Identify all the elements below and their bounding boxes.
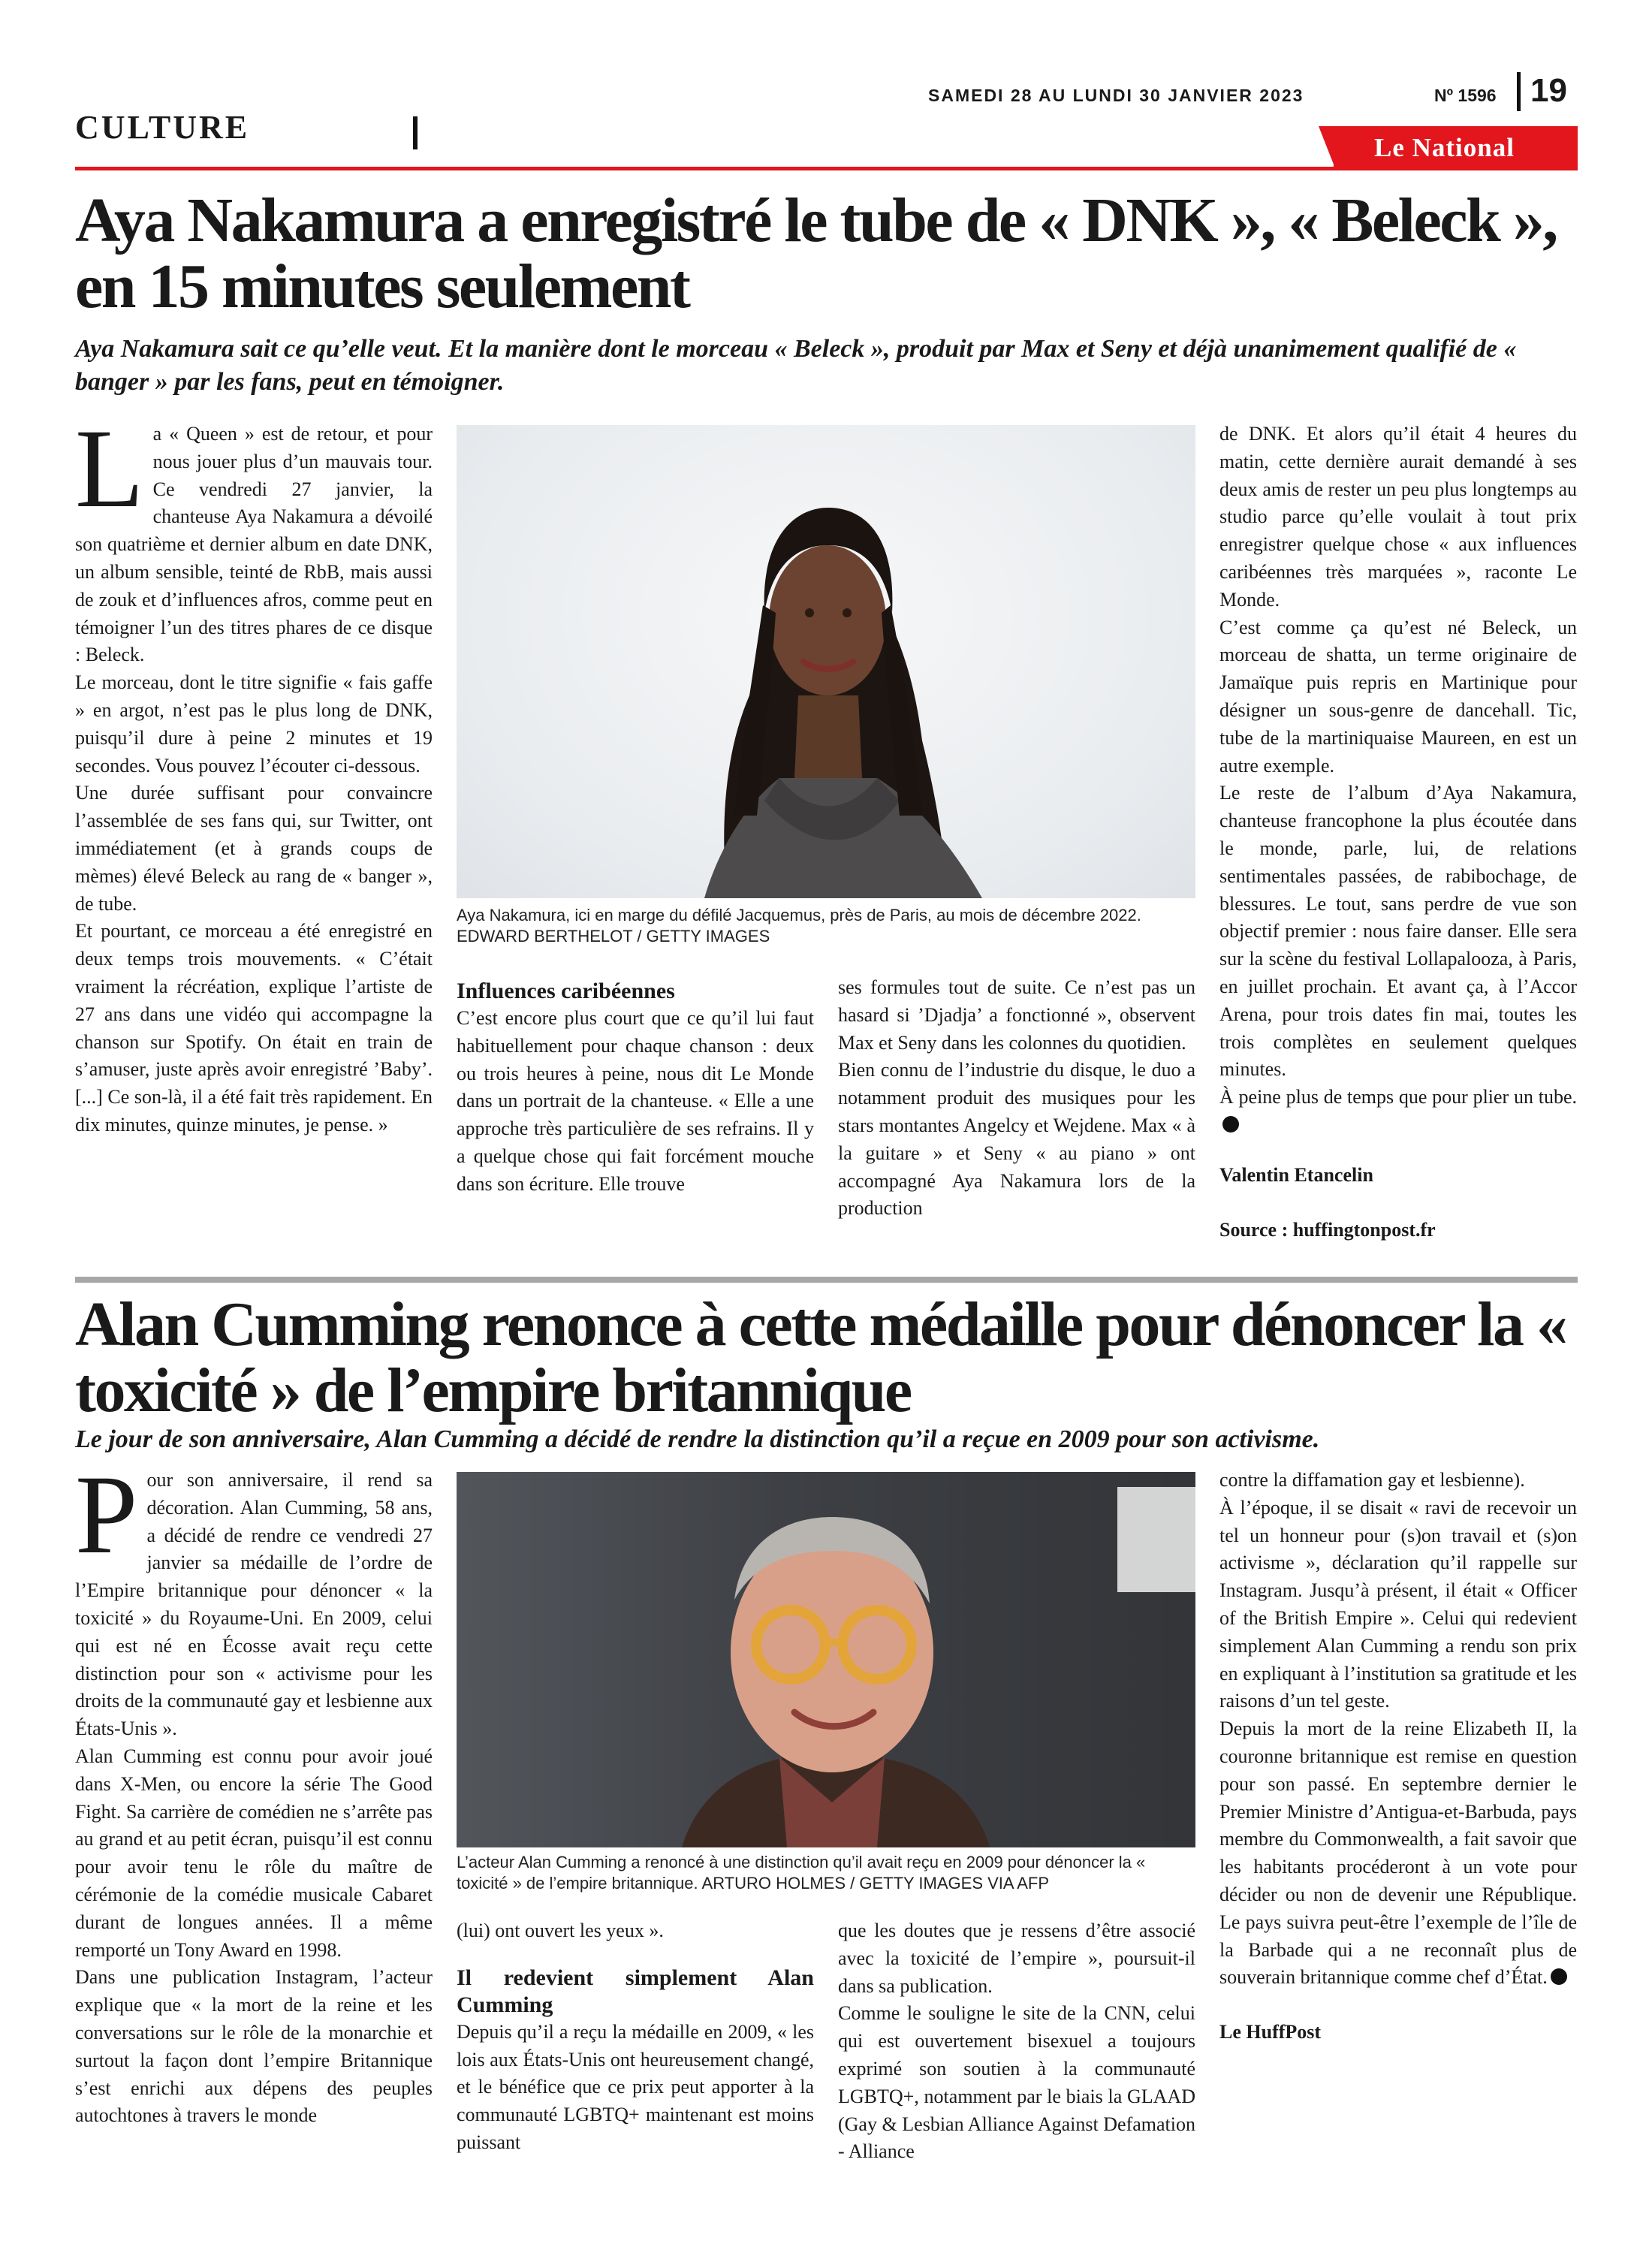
article1-paragraph: C’est comme ça qu’est né Beleck, un morceau de shatta, un terme originaire de Jamaïque puis repris en Martinique pour désigner un sous-genre de dancehall. Tic, tube de la martiniquaise Maureen, en est un autre exemple. [1219, 616, 1577, 777]
article2-paragraph: contre la diffamation gay et lesbienne). [1219, 1469, 1525, 1491]
article1-caption-block [457, 905, 1207, 947]
header-divider [1517, 72, 1521, 111]
article1-closing-sentence: À peine plus de temps que pour plier un tube. [1219, 1086, 1577, 1108]
article2-column1 [75, 1452, 433, 2130]
article2-subhead: Il redevient simplement Alan Cumming [457, 1965, 814, 2017]
issue-number: Nº 1596 [1434, 86, 1497, 105]
end-of-article-icon [1551, 1968, 1567, 1985]
section-divider [413, 116, 418, 149]
article2-photo-caption: L’acteur Alan Cumming a renoncé à une distinction qu’il avait reçu en 2009 pour dénoncer la « toxicité » de l’empire britannique. ARTURO HOLMES / GETTY IMAGES VIA AFP [457, 1853, 1146, 1893]
article1-source: Source : huffingtonpost.fr [1219, 1218, 1436, 1241]
article2-title-line1: Alan Cumming renonce à cette médaille pour dénoncer la « [75, 1289, 1566, 1359]
header-rule [75, 167, 1578, 170]
article2-author: Le HuffPost [1219, 2021, 1322, 2043]
article2-closing-paragraph: Depuis la mort de la reine Elizabeth II, la couronne britannique est remise en question pour son passé. En septembre dernier le Premier Ministre d’Antigua-et-Barbuda, pays membre du Commonwealth, a fait savoir que les habitants procéderont à un vote pour décider ou non de devenir une République. Le pays suivra peut-être l’exemple de l’île de la Barbade qui a ne reconnaît plus de souverain britannique comme chef d’État. [1219, 1718, 1577, 1989]
article1-column1 [75, 406, 433, 1139]
article2-column3 [838, 1917, 1195, 2166]
newspaper-name: Le National [1374, 133, 1515, 162]
article1-title [75, 185, 1584, 321]
article2-paragraph: Comme le souligne le site de la CNN, celui qui est ouvertement bisexuel a toujours exprimé son soutien à la communauté LGBTQ+, notamment par le biais la GLAAD (Gay & Lesbian Alliance Against Defamation - Alliance [838, 2002, 1195, 2163]
article1-column3 [838, 974, 1195, 1223]
page-number: 19 [1530, 72, 1567, 109]
article1-title-line1: Aya Nakamura a enregistré le tube de « DNK », « Beleck », [75, 185, 1557, 255]
article1-paragraph: Et pourtant, ce morceau a été enregistré en deux temps trois mouvements. « C’était vraiment la récréation, explique l’artiste de 27 ans dans une vidéo qui accompagne la chanson sur Spotify. On était en train de s’amuser, juste après avoir enregistré ’Baby’. [...] Ce son-là, il a été fait très rapidement. En dix minutes, quinze minutes, je pense. » [75, 920, 433, 1136]
article2-paragraph: (lui) ont ouvert les yeux ». [457, 1920, 664, 1941]
article2-paragraph: our son anniversaire, il rend sa décoration. Alan Cumming, 58 ans, a décidé de rendre ce vendredi 27 janvier sa médaille de l’ordre de l’Empire britannique pour dénoncer « la toxicité » du Royaume-Uni. En 2009, celui qui est né en Écosse avait reçu cette distinction pour son « activisme pour les droits de la communauté gay et lesbienne aux États-Unis ». [75, 1469, 433, 1740]
article2-title [75, 1289, 1584, 1425]
article2-paragraph: Alan Cumming est connu pour avoir joué dans X-Men, ou encore la série The Good Fight. Sa carrière de comédien ne s’arrête pas au grand et au petit écran, puisqu’il est connu pour avoir tenu le rôle du maître de cérémonie de la comédie musicale Cabaret durant de longues années. Il a même remporté un Tony Award en 1998. [75, 1745, 433, 1961]
article1-photo-caption: Aya Nakamura, ici en marge du défilé Jacquemus, près de Paris, au mois de décembre 2022. [457, 906, 1141, 924]
issue-date: SAMEDI 28 AU LUNDI 30 JANVIER 2023 [928, 86, 1304, 105]
article1-paragraph: Bien connu de l’industrie du disque, le duo a notamment produit des musiques pour les stars montantes Angelcy et Wejdene. Max « à la guitare » et Seny « au piano » ont accompagné Aya Nakamura lors de la production [838, 1059, 1195, 1220]
article1-paragraph: C’est encore plus court que ce qu’il lui faut habituellement pour chaque chanson : deux ou trois heures à peine, nous dit Le Monde dans un portrait de la chanteuse. « Elle a une approche très particulière de ses refrains. Il y a quelque chose qui fait forcément mouche dans son écriture. Elle trouve [457, 1007, 814, 1195]
article2-paragraph: que les doutes que je ressens d’être associé avec la toxicité de l’empire », poursuit-il dans sa publication. [838, 1920, 1195, 1997]
article2-paragraph: Depuis qu’il a reçu la médaille en 2009, « les lois aux États-Unis ont heureusement changé, et le bénéfice que ce prix peut apporter à la communauté LGBTQ+ maintenant est moins puissant [457, 2020, 814, 2153]
masthead-flag-edge [1319, 126, 1335, 168]
article1-photo-credit: EDWARD BERTHELOT / GETTY IMAGES [457, 927, 770, 946]
article2-lede: Le jour de son anniversaire, Alan Cumming a décidé de rendre la distinction qu’il a reçue en 2009 pour son activisme. [75, 1425, 1320, 1453]
article1-paragraph: Le morceau, dont le titre signifie « fais gaffe » en argot, n’est pas le plus long de DNK, puisqu’il dure à peine 2 minutes et 19 secondes. Vous pouvez l’écouter ci-dessous. [75, 671, 433, 777]
article2-column4 [1219, 1467, 1577, 2046]
article2-paragraph: Dans une publication Instagram, l’acteur explique que « la mort de la reine et les conversations sur le rôle de la monarchie et surtout la façon dont l’empire Britannique s’est enrichi aux dépens des peuples autochtones à travers le monde [75, 1966, 433, 2127]
end-of-article-icon [1222, 1116, 1239, 1133]
article2-paragraph: À l’époque, il se disait « ravi de recevoir un tel un honneur pour (s)on travail et (s)on activisme », déclaration qu’il rappelle sur Instagram. Jusqu’à présent, il était « Officer of the British Empire ». Celui qui redevient simplement Alan Cumming a rendu son prix en expliquant à l’institution sa gratitude et les raisons d’un tel geste. [1219, 1496, 1577, 1712]
article-separator [75, 1277, 1578, 1283]
article1-subhead: Influences caribéennes [457, 979, 675, 1003]
article1-author: Valentin Etancelin [1219, 1163, 1373, 1186]
singer-portrait-illustration [457, 425, 1195, 898]
article2-paragraph [1219, 1715, 1577, 1992]
article1-paragraph: Le reste de l’album d’Aya Nakamura, chanteuse francophone la plus écoutée dans le monde, parle, lui, de relations sentimentales passées, de rabibochage, de blessures. Le tout, sans perdre de vue son objectif premier : nous faire danser. Elle sera sur la scène du festival Lollapalooza, à Paris, en juillet prochain. Et avant ça, à l’Accor Arena, pour trois dates fin mai, toutes les trois complètes en seulement quelques minutes. [1219, 782, 1577, 1081]
article2-photo [457, 1472, 1195, 1847]
article2-dropcap: P [75, 1452, 138, 1577]
article1-column4 [1219, 421, 1577, 1244]
article1-lede: Aya Nakamura sait ce qu’elle veut. Et la manière dont le morceau « Beleck », produit par Max et Seny et déjà unanimement qualifié de « banger » par les fans, peut en témoigner. [75, 335, 1517, 396]
article1-title-line2: en 15 minutes seulement [75, 252, 689, 321]
article1-paragraph [1219, 1084, 1577, 1139]
article2-title-line2: toxicité » de l’empire britannique [75, 1356, 911, 1425]
article2-column2 [457, 1917, 814, 2157]
article1-paragraph: a « Queen » est de retour, et pour nous jouer plus d’un mauvais tour. Ce vendredi 27 janvier, la chanteuse Aya Nakamura a dévoilé son quatrième et dernier album en date DNK, un album sensible, teinté de RbB, mais aussi de zouk et d’influences afros, comme peut en témoigner l’un des titres phares de ce disque : Beleck. [75, 423, 433, 666]
article1-photo [457, 425, 1195, 898]
article1-paragraph: ses formules tout de suite. Ce n’est pas un hasard si ’Djadja’ a fonctionné », observent Max et Seny dans les colonnes du quotidien. [838, 976, 1195, 1054]
section-label: CULTURE [75, 109, 250, 146]
article1-column2 [457, 978, 814, 1199]
actor-portrait-illustration [457, 1472, 1195, 1847]
article1-dropcap: L [75, 406, 144, 531]
article1-paragraph: de DNK. Et alors qu’il était 4 heures du matin, cette dernière aurait demandé à ses deux amis de rester un peu plus longtemps au studio parce qu’elle voulait à tout prix enregistrer quelque chose « aux influences caribéennes très marquées », raconte Le Monde. [1219, 423, 1577, 611]
article1-paragraph: Une durée suffisant pour convaincre l’assemblée de ses fans qui, sur Twitter, ont immédiatement (et à grands coups de mèmes) élevé Beleck au rang de « banger », de tube. [75, 782, 433, 915]
